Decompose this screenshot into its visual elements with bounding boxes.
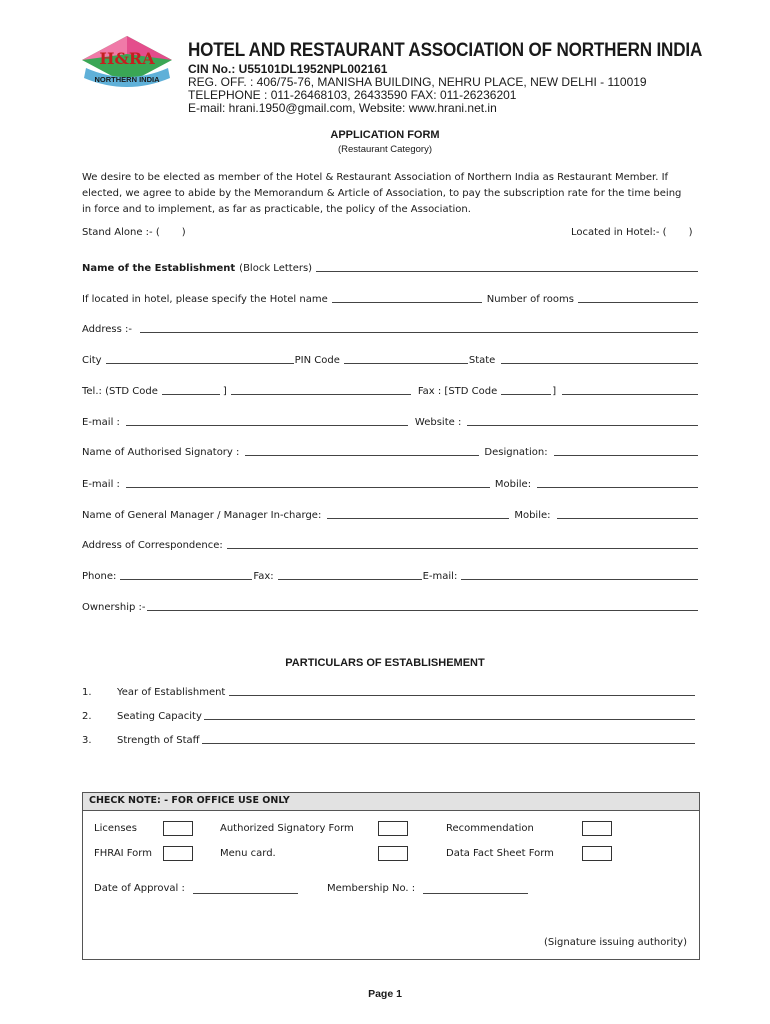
correspondence-label: Address of Correspondence: [82, 540, 223, 551]
intro-paragraph: We desire to be elected as member of the Hotel & Restaurant Association of Northern India as Restaurant Member. If elected, we agree to abide by the Memorandum & Article of Association, to pay the subscription rate for the time being in force and to implement, as far as practicable, the policy of the Association. [82, 172, 682, 215]
cin-number: CIN No.: U55101DL1952NPL002161 [188, 62, 388, 76]
form-subtitle: (Restaurant Category) [338, 144, 432, 155]
association-logo [80, 34, 174, 96]
address-field[interactable] [140, 322, 698, 333]
fax-label: Fax : [STD Code [417, 386, 498, 397]
data-sheet-checkbox[interactable] [582, 846, 612, 861]
state-label: State [468, 355, 496, 366]
form-title: APPLICATION FORM [330, 129, 440, 141]
registered-address: REG. OFF. : 406/75-76, MANISHA BUILDING, NEHRU PLACE, NEW DELHI - 110019 [188, 75, 647, 89]
item-number: 2. [82, 711, 92, 722]
logo-text: H&RA [99, 49, 155, 68]
rooms-field[interactable] [578, 292, 698, 303]
particular-item [82, 684, 699, 698]
tel-fax-row [82, 383, 699, 397]
logo-subtext: NORTHERN INDIA [94, 75, 160, 84]
block-letters-note: (Block Letters) [239, 263, 313, 274]
hotel-name-label: If located in hotel, please specify the Hotel name [82, 294, 328, 305]
fax2-label: Fax: [253, 571, 274, 582]
city-pin-state-row [82, 352, 699, 366]
menu-card-checkbox[interactable] [378, 846, 408, 861]
hotel-name-row [82, 291, 699, 305]
phone-fax-email-row [82, 568, 699, 582]
telephone-line: TELEPHONE : 011-26468103, 26433590 FAX: 011-26236201 [188, 88, 517, 102]
menu-card-label: Menu card. [220, 848, 276, 859]
mobile-field[interactable] [537, 477, 698, 488]
membership-label: Membership No. : [327, 883, 416, 894]
email-website-line: E-mail: hrani.1950@gmail.com, Website: www.hrani.net.in [188, 101, 497, 115]
website-field[interactable] [467, 415, 698, 426]
tel-number-field[interactable] [231, 384, 411, 395]
fax-number-field[interactable] [562, 384, 698, 395]
rooms-label: Number of rooms [486, 294, 574, 305]
licenses-label: Licenses [94, 823, 137, 834]
date-approval-label: Date of Approval : [94, 883, 185, 894]
hotel-name-field[interactable] [332, 292, 482, 303]
city-field[interactable] [106, 353, 294, 364]
particular-item [82, 708, 699, 722]
state-field[interactable] [501, 353, 698, 364]
tel-std-field[interactable] [162, 384, 220, 395]
mobile-label: Mobile: [494, 479, 532, 490]
designation-field[interactable] [554, 445, 698, 456]
organization-title: HOTEL AND RESTAURANT ASSOCIATION OF NORTHERN INDIA [188, 40, 703, 61]
email-mobile-row [82, 476, 699, 490]
office-use-header [82, 792, 700, 811]
recommendation-label: Recommendation [446, 823, 534, 834]
year-establishment-field[interactable] [229, 685, 695, 696]
office-use-heading: CHECK NOTE: - FOR OFFICE USE ONLY [89, 795, 290, 806]
address-label: Address :- [82, 324, 132, 335]
licenses-checkbox[interactable] [163, 821, 193, 836]
data-sheet-label: Data Fact Sheet Form [446, 848, 554, 859]
email-label: E-mail : [82, 417, 120, 428]
staff-strength-field[interactable] [202, 733, 695, 744]
correspondence-row [82, 537, 699, 551]
stand-alone-option[interactable] [82, 227, 186, 238]
establishment-name-row [82, 260, 699, 274]
office-use-box [82, 792, 700, 960]
item-label: Seating Capacity [117, 711, 202, 722]
particular-item [82, 732, 699, 746]
mobile2-label: Mobile: [514, 510, 551, 521]
located-close: ) [688, 227, 693, 238]
seating-capacity-field[interactable] [204, 709, 695, 720]
email-website-row [82, 414, 699, 428]
fax-bracket: ] [552, 386, 557, 397]
tel-bracket: ] [222, 386, 227, 397]
website-label: Website : [414, 417, 462, 428]
establishment-name-field[interactable] [316, 261, 698, 272]
item-label: Strength of Staff [117, 735, 200, 746]
phone-field[interactable] [120, 569, 252, 580]
item-number: 1. [82, 687, 92, 698]
particulars-title: PARTICULARS OF ESTABLISHEMENT [285, 657, 485, 669]
signatory-row [82, 444, 699, 458]
email2-field[interactable] [126, 477, 490, 488]
located-in-hotel-option[interactable] [571, 227, 693, 238]
tel-label: Tel.: (STD Code [82, 386, 158, 397]
designation-label: Designation: [484, 447, 548, 458]
email-field[interactable] [126, 415, 408, 426]
phone-label: Phone: [82, 571, 117, 582]
fax2-field[interactable] [278, 569, 422, 580]
membership-field[interactable] [423, 893, 528, 894]
auth-form-checkbox[interactable] [378, 821, 408, 836]
manager-field[interactable] [327, 508, 509, 519]
fax-std-field[interactable] [501, 384, 551, 395]
mobile2-field[interactable] [557, 508, 699, 519]
establishment-name-label: Name of the Establishment [82, 263, 236, 274]
signatory-label: Name of Authorised Signatory : [82, 447, 240, 458]
date-approval-field[interactable] [193, 893, 298, 894]
stand-alone-close: ) [181, 227, 186, 238]
stand-alone-label: Stand Alone :- ( [82, 227, 160, 238]
recommendation-checkbox[interactable] [582, 821, 612, 836]
pin-field[interactable] [344, 353, 468, 364]
located-in-hotel-label: Located in Hotel:- ( [571, 227, 667, 238]
signatory-field[interactable] [245, 445, 479, 456]
email3-label: E-mail: [422, 571, 458, 582]
ownership-field[interactable] [147, 600, 698, 611]
ownership-row [82, 599, 699, 613]
correspondence-field[interactable] [227, 538, 698, 549]
pin-label: PIN Code [294, 355, 340, 366]
manager-label: Name of General Manager / Manager In-charge: [82, 510, 322, 521]
ownership-label: Ownership :- [82, 602, 146, 613]
city-label: City [82, 355, 102, 366]
page-number: Page 1 [368, 988, 402, 1000]
item-label: Year of Establishment [117, 687, 226, 698]
auth-form-label: Authorized Signatory Form [220, 823, 354, 834]
fhrai-form-checkbox[interactable] [163, 846, 193, 861]
address-row [82, 321, 699, 335]
email3-field[interactable] [461, 569, 698, 580]
signature-authority-label: (Signature issuing authority) [544, 937, 687, 948]
item-number: 3. [82, 735, 92, 746]
fhrai-form-label: FHRAI Form [94, 848, 152, 859]
email2-label: E-mail : [82, 479, 120, 490]
manager-row [82, 507, 699, 521]
